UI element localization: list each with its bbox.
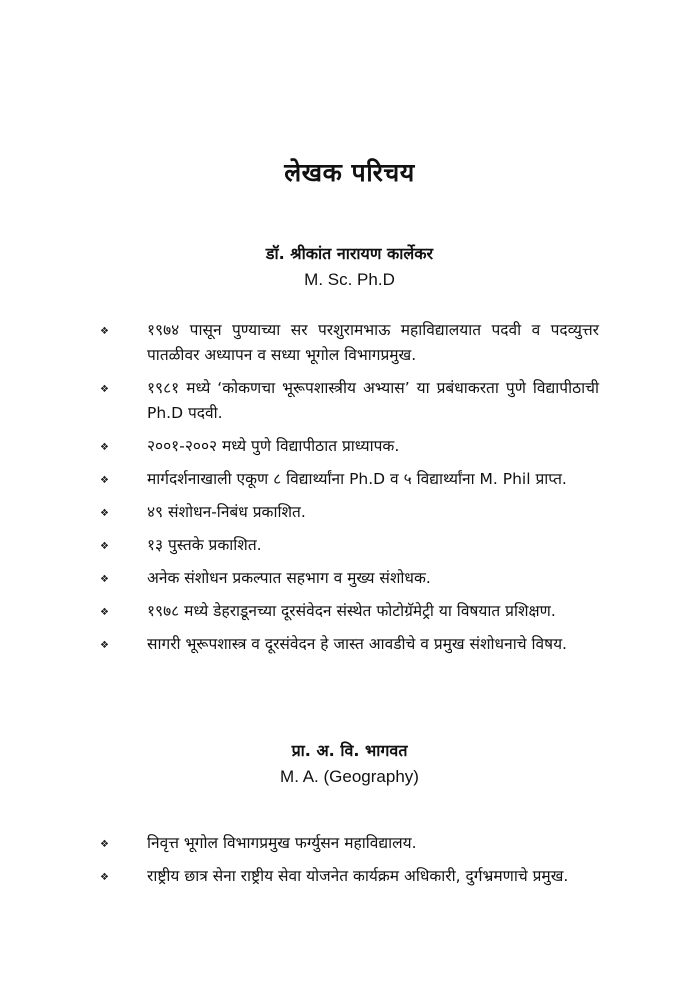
list-item-text: १९७४ पासून पुण्याच्या सर परशुरामभाऊ महाविद्यालयात पदवी व पदव्युत्तर पातळीवर अध्यापन व सध्या भूगोल विभागप्रमुख.: [147, 321, 599, 364]
list-item: [0, 864, 699, 889]
author-name: डॉ. श्रीकांत नारायण कार्लेकर: [265, 244, 434, 263]
author-degree: M. Sc. Ph.D: [304, 270, 395, 289]
diamond-bullet-icon: ❖: [100, 508, 109, 519]
diamond-bullet-icon: ❖: [100, 839, 109, 850]
list-item: [0, 434, 699, 459]
author-points-list: [0, 831, 699, 897]
diamond-bullet-icon: ❖: [100, 475, 109, 486]
list-item-text: १३ पुस्तके प्रकाशित.: [147, 536, 262, 554]
diamond-bullet-icon: ❖: [100, 326, 109, 337]
diamond-bullet-icon: ❖: [100, 442, 109, 453]
diamond-bullet-icon: ❖: [100, 640, 109, 651]
list-item: [0, 318, 699, 368]
list-item-text: १९७८ मध्ये डेहराडूनच्या दूरसंवेदन संस्थेत फोटोग्रॅमेट्री या विषयात प्रशिक्षण.: [147, 602, 556, 620]
list-item-text: सागरी भूरूपशास्त्र व दूरसंवेदन हे जास्त आवडीचे व प्रमुख संशोधनाचे विषय.: [147, 635, 567, 653]
page-title: लेखक परिचय: [284, 157, 415, 187]
list-item-text: १९८१ मध्ये ‘कोकणचा भूरूपशास्त्रीय अभ्यास’ या प्रबंधाकरता पुणे विद्यापीठाची Ph.D पदवी.: [147, 379, 599, 422]
list-item-text: मार्गदर्शनाखाली एकूण ८ विद्यार्थ्यांना Ph.D व ५ विद्यार्थ्यांना M. Phil प्राप्त.: [147, 470, 567, 488]
diamond-bullet-icon: ❖: [100, 384, 109, 395]
list-item: [0, 831, 699, 856]
list-item: [0, 599, 699, 624]
author-points-list: [0, 318, 699, 665]
list-item: [0, 467, 699, 492]
list-item-text: ४९ संशोधन-निबंध प्रकाशित.: [147, 503, 306, 521]
diamond-bullet-icon: ❖: [100, 541, 109, 552]
author-name: प्रा. अ. वि. भागवत: [291, 741, 408, 760]
list-item: [0, 376, 699, 426]
list-item-text: २००१-२००२ मध्ये पुणे विद्यापीठात प्राध्यापक.: [147, 437, 400, 455]
list-item: [0, 500, 699, 525]
diamond-bullet-icon: ❖: [100, 872, 109, 883]
list-item-text: अनेक संशोधन प्रकल्पात सहभाग व मुख्य संशोधक.: [147, 569, 431, 587]
list-item: [0, 533, 699, 558]
list-item-text: निवृत्त भूगोल विभागप्रमुख फर्ग्युसन महाविद्यालय.: [147, 834, 417, 852]
diamond-bullet-icon: ❖: [100, 574, 109, 585]
author-degree: M. A. (Geography): [280, 767, 419, 786]
list-item-text: राष्ट्रीय छात्र सेना राष्ट्रीय सेवा योजनेत कार्यक्रम अधिकारी, दुर्गभ्रमणाचे प्रमुख.: [147, 867, 569, 885]
list-item: [0, 632, 699, 657]
diamond-bullet-icon: ❖: [100, 607, 109, 618]
list-item: [0, 566, 699, 591]
